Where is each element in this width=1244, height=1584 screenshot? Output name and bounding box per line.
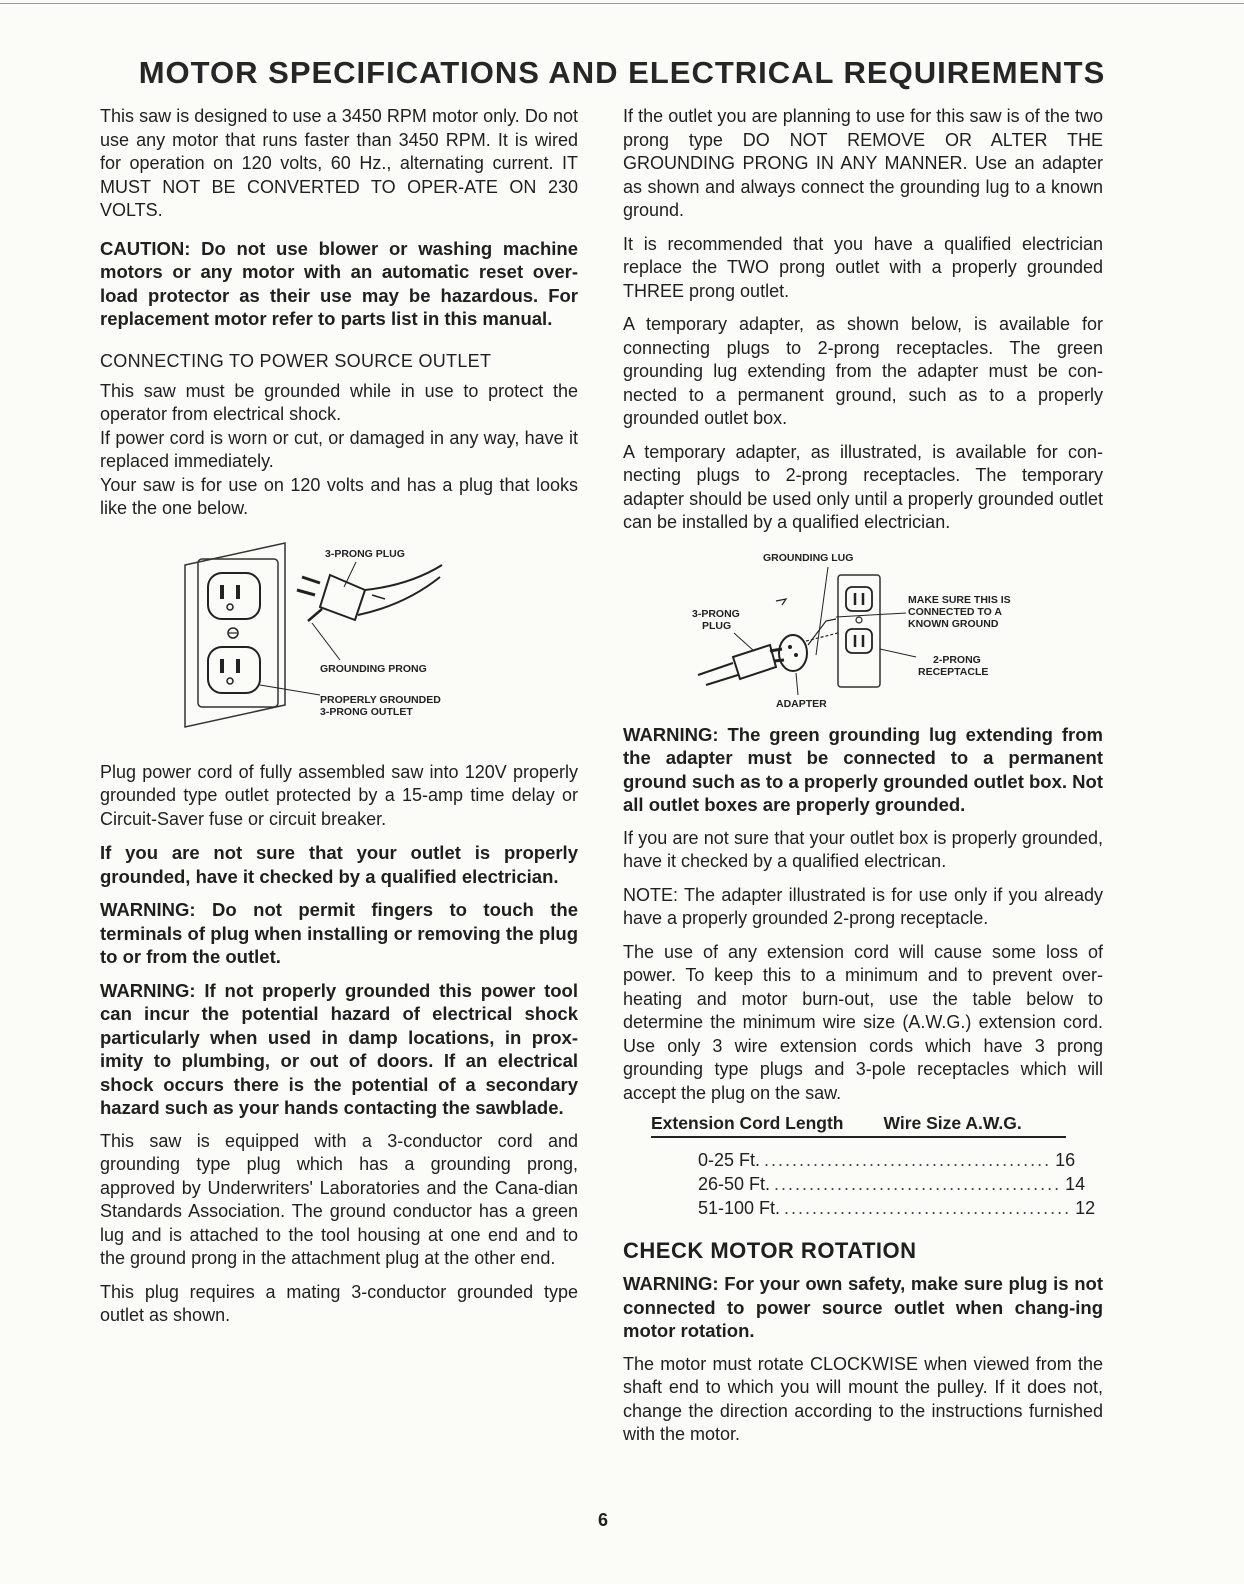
adapter-paragraph-1: A temporary adapter, as shown below, is available for connecting plugs to 2-prong receptacles. The green grounding lug extending from the adapter must be con-nected to a permanent ground, such as to a properly grounded outlet box. — [623, 314, 1103, 428]
table-header-length: Extension Cord Length — [651, 1113, 844, 1133]
wall-plate — [185, 543, 285, 727]
outlet-label-line-1: PROPERLY GROUNDED — [320, 693, 441, 706]
table-header-rule — [651, 1136, 1066, 1138]
extension-cord-paragraph: The use of any extension cord will cause some loss of power. To keep this to a minimum and to prevent over-heating and motor burn-out, use the table below to determine the minimum wire size (A.W.G.) extension cord. Use only 3 wire extension cords which have 3 prong grounding type plugs and 3-pole receptacles which will accept the plug on the saw. — [623, 941, 1103, 1103]
grounding-hazard-warning: WARNING: If not properly grounded this power tool can incur the potential hazard of electrical shock particularly when used in damp locations, in prox-imity to plumbing, or out of doors. If an electrical shock occurs there is the potential of a secondary hazard such as your hands contacting the sawblade. — [100, 979, 578, 1118]
receptacle-label-line-1: 2-PRONG — [933, 653, 981, 666]
upper-receptacle-icon — [208, 573, 260, 619]
make-sure-line-3: KNOWN GROUND — [908, 617, 999, 630]
plug-label-line-2: PLUG — [702, 619, 732, 632]
adapter-paragraph-2: A temporary adapter, as illustrated, is available for con-necting plugs to 2-prong receptacles. The temporary adapter should be used only until a properly grounded outlet can be installed by a qualified electrician. — [623, 441, 1103, 532]
prong-label: GROUNDING PRONG — [320, 662, 427, 675]
outlet-box-paragraph: If you are not sure that your outlet box is properly grounded, have it checked by a qualified electrican. — [623, 827, 1103, 871]
lower-receptacle-icon — [208, 647, 260, 693]
row-length: 51-100 Ft. — [698, 1198, 781, 1218]
adapter-label: ADAPTER — [776, 697, 827, 710]
lug-label: GROUNDING LUG — [763, 551, 854, 564]
top-rule — [0, 3, 1244, 4]
make-sure-line-1: MAKE SURE THIS IS — [908, 593, 1011, 606]
row-length: 26-50 Ft. — [698, 1174, 771, 1194]
table-header-awg: Wire Size A.W.G. — [883, 1113, 1022, 1133]
awg-table — [698, 1148, 1096, 1220]
table-row — [698, 1148, 1076, 1172]
outlet-label-line-2: 3-PRONG OUTLET — [320, 705, 413, 718]
qualified-electrician-warning: If you are not sure that your outlet is properly grounded, have it checked by a qualified electrician. — [100, 842, 578, 887]
adapter-figure — [678, 545, 1058, 715]
motor-spec-paragraph: This saw is designed to use a 3450 RPM motor only. Do not use any motor that runs faster than 3450 RPM. It is wired for operation on 120 volts, 60 Hz., alternating current. IT MUST NOT BE CONVERTED TO OPER-ATE ON 230 VOLTS. — [100, 106, 578, 220]
row-awg: 12 — [1075, 1198, 1096, 1218]
row-length: 0-25 Ft. — [698, 1150, 761, 1170]
row-awg: 16 — [1055, 1150, 1076, 1170]
left-column — [100, 105, 578, 1328]
table-row — [698, 1172, 1086, 1196]
dot-leader: ......................................... — [774, 1174, 1062, 1194]
plug-label: 3-PRONG PLUG — [325, 547, 405, 560]
recommend-paragraph: It is recommended that you have a qualified electrician replace the TWO prong outlet with a properly grounded THREE prong outlet. — [623, 233, 1103, 301]
table-row — [698, 1196, 1096, 1220]
plug-in-paragraph: Plug power cord of fully assembled saw into 120V properly grounded type outlet protected by a 15-amp time delay or Circuit-Saver fuse or circuit breaker. — [100, 761, 578, 829]
right-column — [623, 105, 1103, 1447]
grounding-paragraph: This saw must be grounded while in use to protect the operator from electrical shock. — [100, 380, 578, 424]
three-prong-plug-icon — [297, 565, 442, 621]
three-prong-outlet-figure — [180, 535, 500, 735]
awg-table-header — [651, 1113, 1103, 1134]
check-rotation-heading: CHECK MOTOR ROTATION — [623, 1238, 917, 1263]
plug-label-line-1: 3-PRONG — [692, 607, 740, 620]
adapter-icon — [779, 619, 838, 671]
dot-leader: ......................................... — [784, 1198, 1072, 1218]
two-prong-receptacle-plate — [838, 575, 880, 687]
caution-paragraph: CAUTION: Do not use blower or washing machine motors or any motor with an automatic reset over-load protector as their use may be hazardous. For replacement motor refer to parts list in this manual. — [100, 237, 578, 329]
conductor-cord-paragraph: This saw is equipped with a 3-conductor cord and grounding type plug which has a grounding prong, approved by Underwriters' Laboratories and the Cana-dian Standards Association. The ground conductor has a green lug and is attached to the tool housing at one end and to the ground prong in the attachment plug at the other end. — [100, 1130, 578, 1268]
adapter-note: NOTE: The adapter illustrated is for use only if you already have a properly grounded 2-prong receptacle. — [623, 884, 1103, 928]
grounding-lug-warning: WARNING: The green grounding lug extending from the adapter must be connected to a permanent ground such as to a properly grounded outlet box. Not all outlet boxes are properly grounded. — [623, 723, 1103, 815]
section-subheading: CONNECTING TO POWER SOURCE OUTLET — [100, 350, 492, 371]
cord-paragraph: If power cord is worn or cut, or damaged in any way, have it replaced immediately. — [100, 427, 578, 471]
clockwise-paragraph: The motor must rotate CLOCKWISE when viewed from the shaft end to which you will mount the pulley. If it does not, change the direction according to the instructions furnished with the motor. — [623, 1353, 1103, 1444]
terminals-warning: WARNING: Do not permit fingers to touch the terminals of plug when installing or removing the plug to or from the outlet. — [100, 899, 578, 967]
page-title: MOTOR SPECIFICATIONS AND ELECTRICAL REQUIREMENTS — [138, 55, 1106, 90]
page-number: 6 — [598, 1510, 609, 1530]
plug-paragraph: Your saw is for use on 120 volts and has a plug that looks like the one below. — [100, 474, 578, 518]
two-prong-paragraph: If the outlet you are planning to use for this saw is of the two prong type DO NOT REMOVE OR ALTER THE GROUNDING PRONG IN ANY MANNER. Use an adapter as shown and always connect the grounding lug to a known ground. — [623, 106, 1103, 220]
dot-leader: ......................................... — [764, 1150, 1052, 1170]
receptacle-label-line-2: RECEPTACLE — [918, 665, 989, 678]
mating-outlet-paragraph: This plug requires a mating 3-conductor grounded type outlet as shown. — [100, 1281, 578, 1325]
make-sure-line-2: CONNECTED TO A — [908, 605, 1002, 618]
rotation-warning: WARNING: For your own safety, make sure plug is not connected to power source outlet when chang-ing motor rotation. — [623, 1273, 1103, 1341]
row-awg: 14 — [1065, 1174, 1086, 1194]
